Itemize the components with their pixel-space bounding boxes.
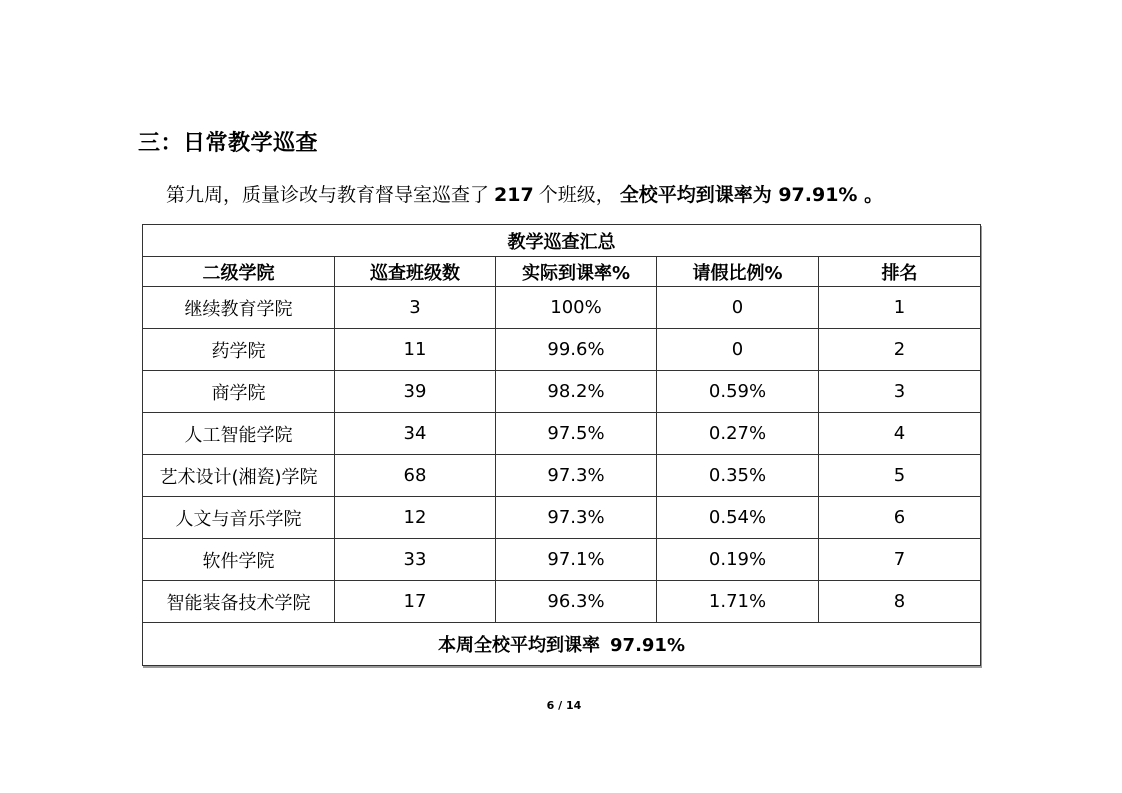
- cell-leave-ratio: 0.54%: [657, 497, 819, 539]
- column-header-attendance-rate: 实际到课率%: [496, 257, 657, 287]
- cell-attendance-rate: 97.1%: [496, 539, 657, 581]
- cell-leave-ratio: 0: [657, 329, 819, 371]
- table-title: 教学巡查汇总: [143, 225, 981, 257]
- column-header-leave-ratio: 请假比例%: [657, 257, 819, 287]
- cell-attendance-rate: 99.6%: [496, 329, 657, 371]
- table-row: [143, 455, 981, 497]
- summary-suffix: 个班级，: [538, 184, 615, 206]
- cell-attendance-rate: 100%: [496, 287, 657, 329]
- cell-attendance-rate: 96.3%: [496, 581, 657, 623]
- cell-attendance-rate: 97.3%: [496, 455, 657, 497]
- summary-emphasis: 全校平均到课率为 97.91% 。: [619, 184, 884, 206]
- cell-leave-ratio: 0.59%: [657, 371, 819, 413]
- inspection-summary-table: [142, 224, 981, 666]
- cell-classes-inspected: 3: [335, 287, 496, 329]
- cell-attendance-rate: 98.2%: [496, 371, 657, 413]
- footer-label: 本周全校平均到课率: [438, 635, 601, 656]
- cell-attendance-rate: 97.3%: [496, 497, 657, 539]
- cell-leave-ratio: 0.19%: [657, 539, 819, 581]
- school-average-summary: [143, 623, 981, 666]
- cell-classes-inspected: 11: [335, 329, 496, 371]
- cell-classes-inspected: 17: [335, 581, 496, 623]
- summary-paragraph: [166, 180, 883, 207]
- table-row: [143, 329, 981, 371]
- cell-leave-ratio: 0.27%: [657, 413, 819, 455]
- table-body: [143, 287, 981, 623]
- cell-college: 软件学院: [143, 539, 335, 581]
- table-footer-row: [143, 623, 981, 666]
- column-header-rank: 排名: [819, 257, 981, 287]
- cell-classes-inspected: 34: [335, 413, 496, 455]
- cell-rank: 3: [819, 371, 981, 413]
- cell-leave-ratio: 0: [657, 287, 819, 329]
- cell-rank: 6: [819, 497, 981, 539]
- cell-classes-inspected: 33: [335, 539, 496, 581]
- class-count: 217: [494, 184, 534, 206]
- cell-rank: 1: [819, 287, 981, 329]
- footer-value: 97.91%: [610, 635, 685, 656]
- cell-leave-ratio: 0.35%: [657, 455, 819, 497]
- table-row: [143, 287, 981, 329]
- cell-rank: 7: [819, 539, 981, 581]
- cell-college: 商学院: [143, 371, 335, 413]
- cell-rank: 4: [819, 413, 981, 455]
- cell-college: 继续教育学院: [143, 287, 335, 329]
- table-row: [143, 371, 981, 413]
- page-number: 6 / 14: [546, 699, 582, 712]
- cell-rank: 2: [819, 329, 981, 371]
- table-title-row: [143, 225, 981, 257]
- column-header-college: 二级学院: [143, 257, 335, 287]
- cell-college: 人文与音乐学院: [143, 497, 335, 539]
- cell-college: 艺术设计(湘瓷)学院: [143, 455, 335, 497]
- cell-college: 药学院: [143, 329, 335, 371]
- cell-college: 智能装备技术学院: [143, 581, 335, 623]
- table-row: [143, 413, 981, 455]
- cell-classes-inspected: 12: [335, 497, 496, 539]
- cell-leave-ratio: 1.71%: [657, 581, 819, 623]
- cell-classes-inspected: 68: [335, 455, 496, 497]
- table-header-row: [143, 257, 981, 287]
- table-row: [143, 539, 981, 581]
- column-header-classes-inspected: 巡查班级数: [335, 257, 496, 287]
- cell-rank: 5: [819, 455, 981, 497]
- cell-college: 人工智能学院: [143, 413, 335, 455]
- cell-rank: 8: [819, 581, 981, 623]
- summary-prefix: 第九周，质量诊改与教育督导室巡查了: [166, 184, 490, 206]
- cell-classes-inspected: 39: [335, 371, 496, 413]
- table-row: [143, 581, 981, 623]
- table-row: [143, 497, 981, 539]
- cell-attendance-rate: 97.5%: [496, 413, 657, 455]
- section-heading: 三：日常教学巡查: [138, 131, 319, 156]
